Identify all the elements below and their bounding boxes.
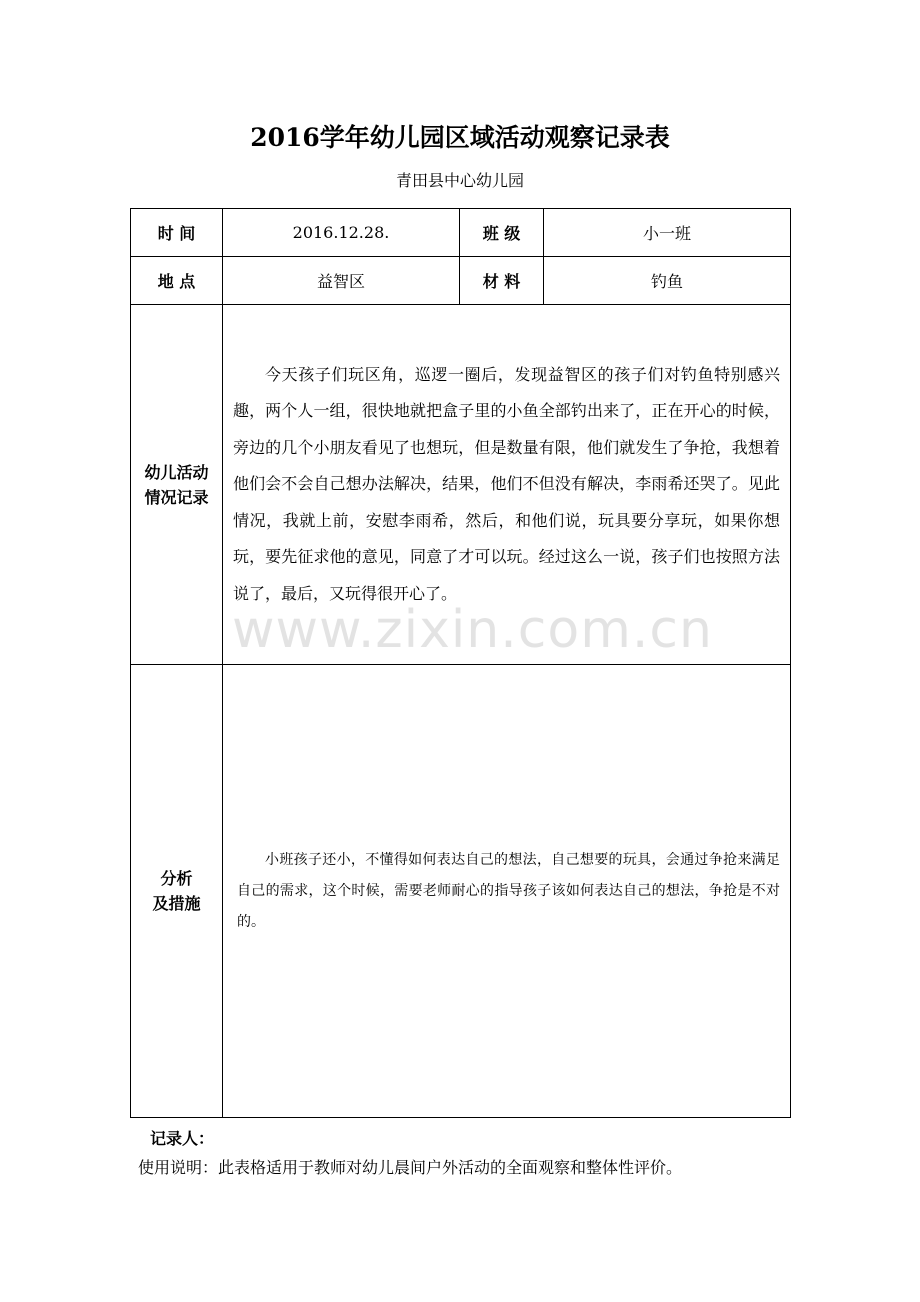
watermark: www.zixin.com.cn xyxy=(232,600,713,660)
time-label: 时 间 xyxy=(131,209,223,257)
analysis-text: 小班孩子还小，不懂得如何表达自己的想法，自己想要的玩具，会通过争抢来满足自己的需求，这个时候，需要老师耐心的指导孩子该如何表达自己的想法，争抢是不对的。 xyxy=(237,851,780,930)
record-label xyxy=(131,305,223,665)
class-label: 班 级 xyxy=(460,209,544,257)
usage-note: 使用说明：此表格适用于教师对幼儿晨间户外活动的全面观察和整体性评价。 xyxy=(138,1158,683,1177)
table-row xyxy=(131,665,791,1118)
table-row xyxy=(131,209,791,257)
analysis-cell xyxy=(223,665,791,1118)
record-label-line1: 幼儿活动 xyxy=(144,462,209,482)
table-row xyxy=(131,257,791,305)
analysis-label-line2: 及措施 xyxy=(152,894,201,913)
material-value: 钓鱼 xyxy=(544,257,791,305)
record-label-line2: 情况记录 xyxy=(144,487,209,507)
analysis-label-line1: 分析 xyxy=(160,869,193,888)
time-value: 2016.12.28. xyxy=(223,209,460,257)
recorder-label: 记录人： xyxy=(150,1129,215,1148)
analysis-label xyxy=(131,665,223,1118)
location-label: 地 点 xyxy=(131,257,223,305)
observation-table xyxy=(130,208,791,1118)
location-value: 益智区 xyxy=(223,257,460,305)
record-text: 今天孩子们玩区角，巡逻一圈后，发现益智区的孩子们对钓鱼特别感兴趣，两个人一组，很快地就把盒子里的小鱼全部钓出来了，正在开心的时候，旁边的几个小朋友看见了也想玩，但是数量有限，他们就发生了争抢，我想着他们会不会自己想办法解决，结果，他们不但没有解决，李雨希还哭了。见此情况，我就上前，安慰李雨希，然后，和他们说，玩具要分享玩，如果你想玩，要先征求他的意见，同意了才可以玩。经过这么一说，孩子们也按照方法说了，最后，又玩得很开心了。 xyxy=(233,364,780,603)
document-title: 2016学年幼儿园区域活动观察记录表 xyxy=(250,123,670,152)
material-label: 材 料 xyxy=(460,257,544,305)
document-subtitle: 青田县中心幼儿园 xyxy=(395,171,524,190)
class-value: 小一班 xyxy=(544,209,791,257)
